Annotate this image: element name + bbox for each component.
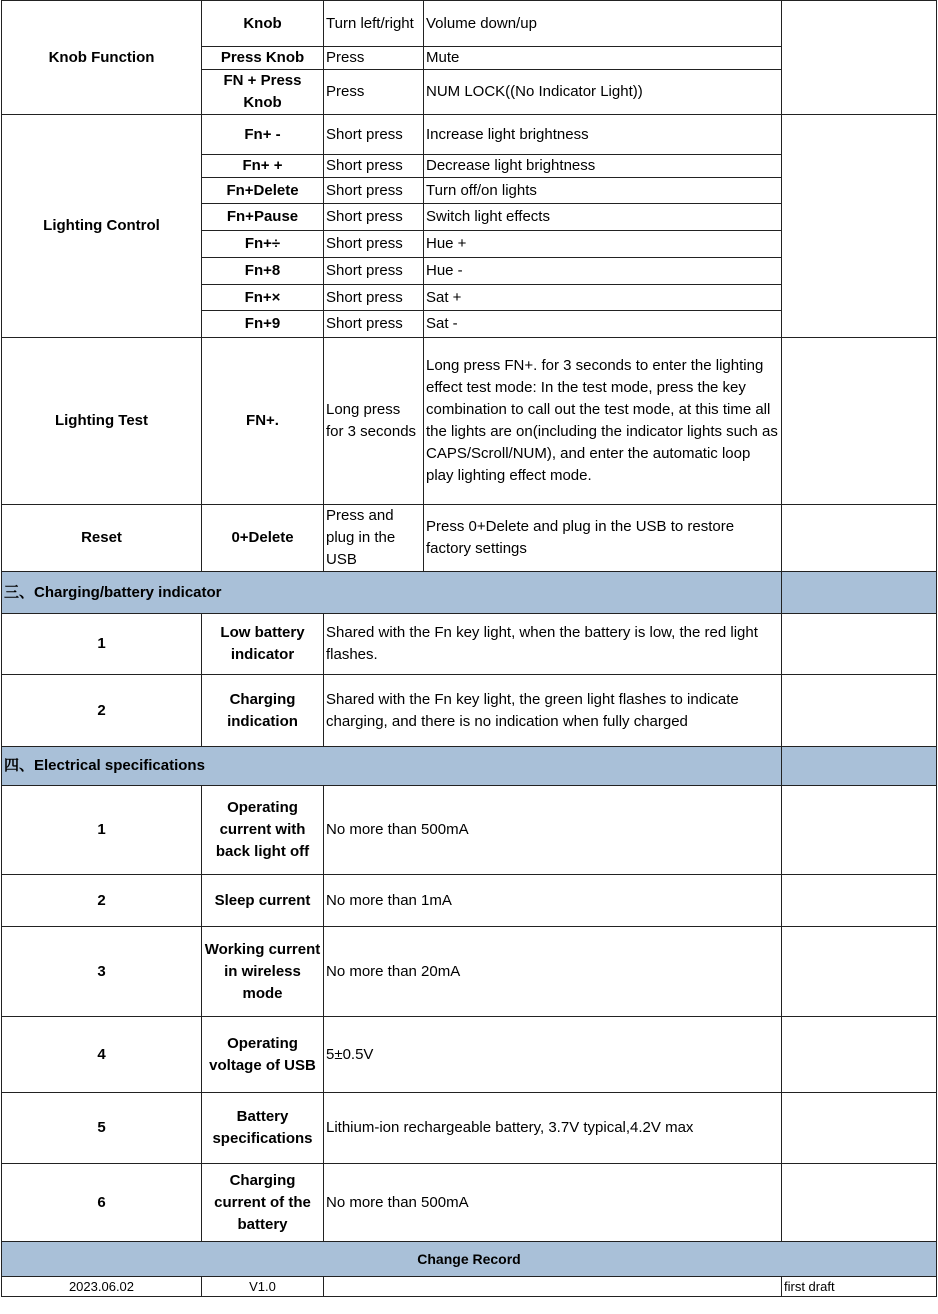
note-cell	[782, 927, 937, 1017]
section-label: Lighting Test	[2, 338, 202, 505]
desc-cell: 5±0.5V	[324, 1017, 782, 1093]
item-cell: Sleep current	[202, 875, 324, 927]
note-cell	[782, 1, 937, 115]
action-cell: Short press	[324, 285, 424, 311]
desc-cell: Sat -	[424, 311, 782, 338]
table-row	[2, 1, 937, 47]
note-cell	[782, 614, 937, 675]
desc-cell: Long press FN+. for 3 seconds to enter the lighting effect test mode: In the test mode, press the key combination to call out the test mode, at this time all the lights are on(including the indicator lights such as CAPS/Scroll/NUM), and enter the automatic loop play lighting effect mode.	[424, 338, 782, 505]
desc-cell: Shared with the Fn key light, when the battery is low, the red light flashes.	[324, 614, 782, 675]
key-cell: FN+.	[202, 338, 324, 505]
key-cell: Knob	[202, 1, 324, 47]
item-cell: Battery specifications	[202, 1093, 324, 1164]
desc-cell: Decrease light brightness	[424, 155, 782, 178]
row-number: 3	[2, 927, 202, 1017]
table-row	[2, 614, 937, 675]
date-cell: 2023.06.02	[2, 1277, 202, 1297]
row-number: 1	[2, 786, 202, 875]
section-label: Reset	[2, 505, 202, 572]
table-row	[2, 675, 937, 747]
note-cell	[782, 115, 937, 338]
table-row	[2, 786, 937, 875]
key-cell: Fn+×	[202, 285, 324, 311]
table-row	[2, 115, 937, 155]
desc-cell: No more than 20mA	[324, 927, 782, 1017]
table-row	[2, 1017, 937, 1093]
desc-cell: No more than 500mA	[324, 786, 782, 875]
action-cell: Turn left/right	[324, 1, 424, 47]
desc-cell: Hue +	[424, 231, 782, 258]
key-cell: Press Knob	[202, 47, 324, 70]
desc-cell: No more than 1mA	[324, 875, 782, 927]
row-number: 5	[2, 1093, 202, 1164]
desc-cell: Sat +	[424, 285, 782, 311]
note-cell	[782, 338, 937, 505]
action-cell: Short press	[324, 115, 424, 155]
action-cell: Short press	[324, 311, 424, 338]
note-cell	[782, 786, 937, 875]
row-number: 2	[2, 875, 202, 927]
section-label: Knob Function	[2, 1, 202, 115]
desc-cell: Switch light effects	[424, 204, 782, 231]
desc-cell: Press 0+Delete and plug in the USB to restore factory settings	[424, 505, 782, 572]
note-cell	[782, 675, 937, 747]
action-cell: Press	[324, 47, 424, 70]
desc-cell: Mute	[424, 47, 782, 70]
item-cell: Operating current with back light off	[202, 786, 324, 875]
item-cell: Low battery indicator	[202, 614, 324, 675]
row-number: 1	[2, 614, 202, 675]
section-header	[2, 572, 937, 614]
table-row	[2, 927, 937, 1017]
content-cell	[324, 1277, 782, 1297]
desc-cell: Increase light brightness	[424, 115, 782, 155]
note-cell	[782, 572, 937, 614]
item-cell: Working current in wireless mode	[202, 927, 324, 1017]
desc-cell: No more than 500mA	[324, 1164, 782, 1242]
change-record-header	[2, 1242, 937, 1277]
action-cell: Long press for 3 seconds	[324, 338, 424, 505]
action-cell: Press	[324, 70, 424, 115]
item-cell: Operating voltage of USB	[202, 1017, 324, 1093]
table-row	[2, 338, 937, 505]
section-title: 四、Electrical specifications	[2, 747, 782, 786]
version-cell: V1.0	[202, 1277, 324, 1297]
action-cell: Press and plug in the USB	[324, 505, 424, 572]
note-cell: first draft	[782, 1277, 937, 1297]
table-row	[2, 505, 937, 572]
note-cell	[782, 505, 937, 572]
key-cell: Fn+9	[202, 311, 324, 338]
section-title: Change Record	[2, 1242, 937, 1277]
row-number: 6	[2, 1164, 202, 1242]
key-cell: FN + Press Knob	[202, 70, 324, 115]
key-cell: Fn+ +	[202, 155, 324, 178]
desc-cell: Lithium-ion rechargeable battery, 3.7V typical,4.2V max	[324, 1093, 782, 1164]
action-cell: Short press	[324, 155, 424, 178]
action-cell: Short press	[324, 204, 424, 231]
action-cell: Short press	[324, 178, 424, 204]
desc-cell: Turn off/on lights	[424, 178, 782, 204]
key-cell: Fn+Delete	[202, 178, 324, 204]
note-cell	[782, 875, 937, 927]
row-number: 2	[2, 675, 202, 747]
table-row	[2, 1277, 937, 1297]
key-cell: Fn+÷	[202, 231, 324, 258]
table-row	[2, 1164, 937, 1242]
note-cell	[782, 1093, 937, 1164]
item-cell: Charging indication	[202, 675, 324, 747]
note-cell	[782, 747, 937, 786]
note-cell	[782, 1164, 937, 1242]
table-row	[2, 1093, 937, 1164]
row-number: 4	[2, 1017, 202, 1093]
section-header	[2, 747, 937, 786]
key-cell: Fn+ -	[202, 115, 324, 155]
key-cell: Fn+Pause	[202, 204, 324, 231]
desc-cell: Shared with the Fn key light, the green light flashes to indicate charging, and there is no indication when fully charged	[324, 675, 782, 747]
key-cell: Fn+8	[202, 258, 324, 285]
action-cell: Short press	[324, 231, 424, 258]
desc-cell: Volume down/up	[424, 1, 782, 47]
action-cell: Short press	[324, 258, 424, 285]
section-title: 三、Charging/battery indicator	[2, 572, 782, 614]
table-row	[2, 875, 937, 927]
spec-table	[1, 0, 937, 1297]
desc-cell: Hue -	[424, 258, 782, 285]
desc-cell: NUM LOCK((No Indicator Light))	[424, 70, 782, 115]
note-cell	[782, 1017, 937, 1093]
item-cell: Charging current of the battery	[202, 1164, 324, 1242]
section-label: Lighting Control	[2, 115, 202, 338]
key-cell: 0+Delete	[202, 505, 324, 572]
